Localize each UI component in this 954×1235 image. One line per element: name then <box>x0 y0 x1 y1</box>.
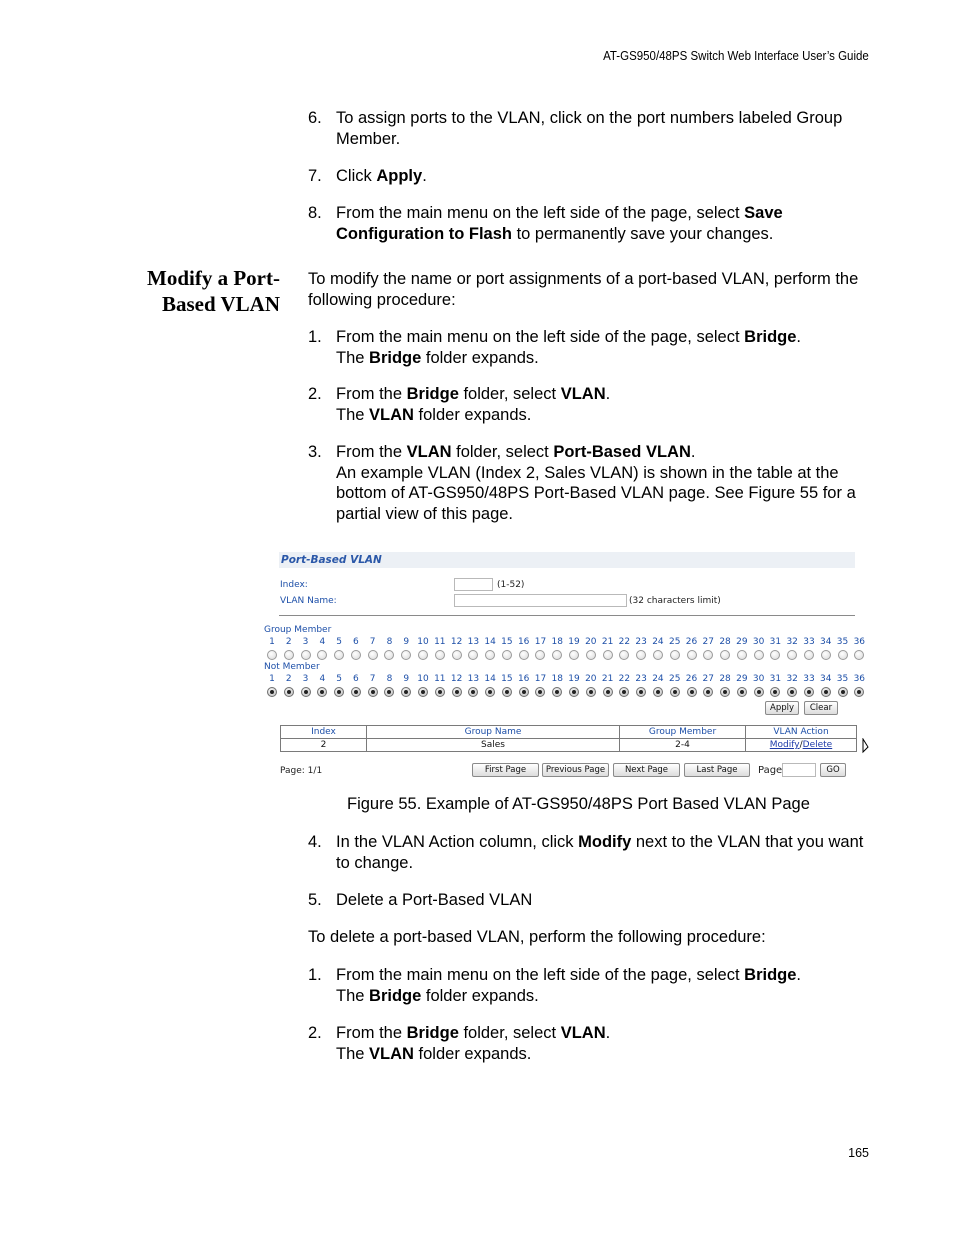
not-member-radios <box>267 687 872 701</box>
not-member-port-number: 6 <box>353 674 359 684</box>
group-member-radio[interactable] <box>468 650 478 660</box>
figure-port-based-vlan <box>262 550 874 782</box>
group-member-port-number: 14 <box>484 637 496 647</box>
cell-vlan-action <box>746 739 857 752</box>
not-member-radio[interactable] <box>284 687 294 697</box>
not-member-radio[interactable] <box>502 687 512 697</box>
group-member-radio[interactable] <box>317 650 327 660</box>
group-member-radio[interactable] <box>535 650 545 660</box>
not-member-port-number: 8 <box>386 674 393 684</box>
text-run: In the VLAN Action column, click <box>336 833 579 851</box>
not-member-port-number: 36 <box>853 674 866 684</box>
text-run: From the main menu on the left side of the page, select <box>336 204 745 222</box>
not-member-radio[interactable] <box>418 687 428 697</box>
group-member-radio[interactable] <box>804 650 814 660</box>
modify-step-2 <box>308 384 873 425</box>
group-member-port-number: 23 <box>635 637 647 647</box>
group-member-radio[interactable] <box>720 650 730 660</box>
not-member-port-number: 23 <box>635 674 647 684</box>
apply-button[interactable]: Apply <box>765 701 799 715</box>
bold-text: Bridge <box>406 1024 459 1042</box>
group-member-port-number: 10 <box>417 637 429 647</box>
not-member-port-number: 30 <box>752 674 765 684</box>
bold-text: VLAN <box>369 1044 414 1063</box>
step-text <box>336 384 873 425</box>
bold-text: Apply <box>376 167 423 185</box>
group-member-port-number: 11 <box>434 637 446 647</box>
not-member-port-number: 16 <box>517 674 530 684</box>
text-run: folder expands. <box>413 1044 532 1063</box>
text-run: folder expands. <box>421 986 539 1005</box>
header-vlan-action: VLAN Action <box>746 726 857 739</box>
bold-text: Bridge <box>406 385 459 403</box>
group-member-radio[interactable] <box>619 650 629 660</box>
group-member-radio[interactable] <box>351 650 361 660</box>
not-member-radio[interactable] <box>687 687 697 697</box>
cell-index: 2 <box>281 739 367 752</box>
not-member-port-number: 33 <box>803 674 815 684</box>
step-number: 4. <box>308 833 322 851</box>
last-page-button[interactable]: Last Page <box>684 763 750 777</box>
not-member-radio[interactable] <box>787 687 797 697</box>
first-page-button[interactable]: First Page <box>472 763 539 777</box>
group-member-radio[interactable] <box>838 650 848 660</box>
group-member-port-number: 5 <box>336 637 342 647</box>
not-member-port-number: 27 <box>702 674 714 684</box>
not-member-radio[interactable] <box>485 687 495 697</box>
text-run: Click <box>336 167 377 185</box>
bold-text: VLAN <box>406 443 452 461</box>
not-member-port-number: 24 <box>652 674 664 684</box>
not-member-port-number: 2 <box>285 674 292 684</box>
modify-step-5 <box>308 890 873 911</box>
not-member-port-number: 9 <box>403 674 410 684</box>
group-member-radio[interactable] <box>502 650 512 660</box>
text-run: . <box>605 385 611 403</box>
not-member-radio[interactable] <box>754 687 764 697</box>
text-run: . <box>796 966 802 984</box>
group-member-radio[interactable] <box>267 650 277 660</box>
step-text <box>336 327 873 368</box>
step-text <box>336 203 873 244</box>
not-member-port-number: 1 <box>269 674 275 684</box>
not-member-radio[interactable] <box>821 687 831 697</box>
not-member-radio[interactable] <box>586 687 596 697</box>
not-member-port-number: 26 <box>685 674 698 684</box>
group-member-radio[interactable] <box>284 650 294 660</box>
group-member-port-number: 9 <box>403 637 410 647</box>
group-member-port-number: 17 <box>534 637 547 647</box>
next-page-button[interactable]: Next Page <box>613 763 680 777</box>
not-member-port-number: 20 <box>585 674 597 684</box>
mouse-cursor-icon <box>862 738 870 754</box>
step-7 <box>308 166 873 187</box>
bold-text: VLAN <box>369 405 414 424</box>
step-number: 7. <box>308 167 322 185</box>
not-member-port-number: 18 <box>551 674 563 684</box>
vlan-table <box>280 725 857 752</box>
group-member-port-number: 1 <box>269 637 275 647</box>
step-text <box>336 965 873 1006</box>
section-intro: To modify the name or port assignments of a port-based VLAN, perform the following procedure: <box>308 270 859 309</box>
bold-text: Bridge <box>369 348 422 367</box>
not-member-radio[interactable] <box>535 687 545 697</box>
section-heading <box>80 265 280 317</box>
page-label: Page <box>758 765 783 776</box>
group-member-port-number: 30 <box>752 637 765 647</box>
not-member-port-number: 3 <box>302 674 309 684</box>
bold-text: VLAN <box>560 385 606 403</box>
not-member-port-number: 32 <box>786 674 798 684</box>
not-member-port-number: 22 <box>618 674 631 684</box>
go-button[interactable]: GO <box>820 763 846 777</box>
group-member-radio[interactable] <box>687 650 697 660</box>
not-member-port-number: 12 <box>450 674 463 684</box>
not-member-label: Not Member <box>264 662 320 672</box>
not-member-radio[interactable] <box>435 687 445 697</box>
figure-caption: Figure 55. Example of AT-GS950/48PS Port Based VLAN Page <box>347 795 810 813</box>
text-run: The <box>336 405 370 424</box>
heading-line: Based VLAN <box>161 292 280 316</box>
not-member-radio[interactable] <box>317 687 327 697</box>
group-member-port-number: 32 <box>786 637 798 647</box>
text-run: The <box>336 348 370 367</box>
text-run: From the main menu on the left side of the page, select <box>336 966 745 984</box>
text-run: next to the VLAN that you want to change. <box>336 833 864 872</box>
group-member-radio[interactable] <box>569 650 579 660</box>
index-range-note: (1-52) <box>497 580 525 590</box>
step-number: 5. <box>308 891 322 909</box>
text-run: folder, select <box>451 443 554 461</box>
not-member-radio[interactable] <box>804 687 814 697</box>
group-member-radio[interactable] <box>452 650 462 660</box>
modify-step-1 <box>308 327 873 368</box>
group-member-radio[interactable] <box>670 650 680 660</box>
group-member-port-number: 22 <box>618 637 631 647</box>
text-run: From the <box>336 385 407 403</box>
page-number-input[interactable] <box>782 763 816 777</box>
group-member-radio[interactable] <box>334 650 344 660</box>
delete-step-1 <box>308 965 873 1006</box>
step-6 <box>308 108 873 149</box>
header-index: Index <box>281 726 367 739</box>
not-member-port-number: 14 <box>484 674 496 684</box>
not-member-radio[interactable] <box>619 687 629 697</box>
step-text: Delete a Port-Based VLAN <box>336 891 533 909</box>
group-member-radio[interactable] <box>418 650 428 660</box>
group-member-radio[interactable] <box>754 650 764 660</box>
not-member-radio[interactable] <box>653 687 663 697</box>
not-member-port-number: 35 <box>836 674 849 684</box>
bold-text: Port-Based VLAN <box>553 443 691 461</box>
not-member-radio[interactable] <box>368 687 378 697</box>
group-member-radio[interactable] <box>603 650 613 660</box>
group-member-radio[interactable] <box>636 650 646 660</box>
group-member-port-number: 16 <box>517 637 530 647</box>
group-member-radio[interactable] <box>401 650 411 660</box>
text-run: folder, select <box>458 1024 561 1042</box>
group-member-radio[interactable] <box>653 650 663 660</box>
not-member-port-number: 13 <box>467 674 480 684</box>
bold-text: Bridge <box>744 328 797 346</box>
index-input[interactable] <box>454 578 493 591</box>
group-member-port-number: 15 <box>501 637 513 647</box>
group-member-radio[interactable] <box>854 650 864 660</box>
text-run: From the main menu on the left side of the page, select <box>336 328 745 346</box>
not-member-radio[interactable] <box>519 687 529 697</box>
not-member-port-number: 15 <box>501 674 513 684</box>
bold-text: Bridge <box>744 966 797 984</box>
group-member-radio[interactable] <box>519 650 529 660</box>
step-text <box>336 166 873 187</box>
group-member-radio[interactable] <box>435 650 445 660</box>
group-member-port-number: 21 <box>601 637 614 647</box>
not-member-radio[interactable] <box>838 687 848 697</box>
text-run: . <box>605 1024 611 1042</box>
page-number: 165 <box>848 1146 869 1160</box>
text-run: folder expands. <box>421 348 539 367</box>
not-member-radio[interactable] <box>854 687 864 697</box>
group-member-port-number: 12 <box>450 637 463 647</box>
group-member-port-number: 33 <box>803 637 815 647</box>
text-run: folder, select <box>458 385 561 403</box>
bold-text: VLAN <box>560 1024 606 1042</box>
group-member-radio[interactable] <box>485 650 495 660</box>
not-member-port-number: 25 <box>668 674 681 684</box>
delete-intro: To delete a port-based VLAN, perform the following procedure: <box>308 928 766 946</box>
vlan-name-label: VLAN Name: <box>280 596 337 606</box>
table-header-row <box>281 726 857 739</box>
group-member-port-number: 29 <box>736 637 748 647</box>
group-member-radio[interactable] <box>787 650 797 660</box>
group-member-port-number: 7 <box>369 637 376 647</box>
not-member-radio[interactable] <box>770 687 780 697</box>
not-member-radio[interactable] <box>636 687 646 697</box>
group-member-port-number: 4 <box>319 637 326 647</box>
step-number: 8. <box>308 204 322 222</box>
text-run: An example VLAN (Index 2, Sales VLAN) is shown in the table at the bottom of AT-GS950/48PS Port-Based VLAN page. See Figure 55 for a partial view of this page. <box>336 463 856 523</box>
previous-page-button[interactable]: Previous Page <box>542 763 609 777</box>
not-member-port-number: 28 <box>719 674 731 684</box>
text-run: to permanently save your changes. <box>511 224 774 243</box>
group-member-port-number: 34 <box>820 637 832 647</box>
group-member-radio[interactable] <box>770 650 780 660</box>
header-group-name: Group Name <box>367 726 620 739</box>
group-member-port-number: 24 <box>652 637 664 647</box>
text-run: The <box>336 1044 370 1063</box>
not-member-radio[interactable] <box>670 687 680 697</box>
running-header: AT-GS950/48PS Switch Web Interface User’s Guide <box>603 49 869 63</box>
group-member-port-number: 28 <box>719 637 731 647</box>
delete-step-2 <box>308 1023 873 1064</box>
not-member-port-numbers <box>267 674 872 686</box>
text-run: . <box>796 328 802 346</box>
group-member-port-number: 20 <box>585 637 597 647</box>
panel-title: Port-Based VLAN <box>281 554 382 566</box>
group-member-radio[interactable] <box>384 650 394 660</box>
divider <box>279 615 855 616</box>
not-member-port-number: 17 <box>534 674 547 684</box>
index-label: Index: <box>280 580 308 590</box>
group-member-radio[interactable] <box>368 650 378 660</box>
not-member-radio[interactable] <box>720 687 730 697</box>
group-member-radio[interactable] <box>301 650 311 660</box>
group-member-port-number: 25 <box>668 637 681 647</box>
group-member-port-number: 31 <box>769 637 782 647</box>
panel-title-bar <box>279 552 855 568</box>
text-run: folder expands. <box>413 405 532 424</box>
page-info: Page: 1/1 <box>280 766 323 776</box>
step-number: 3. <box>308 443 322 461</box>
group-member-port-number: 3 <box>302 637 309 647</box>
group-member-radios <box>267 650 872 664</box>
bold-text: Modify <box>578 833 632 851</box>
group-member-radio[interactable] <box>586 650 596 660</box>
not-member-port-number: 11 <box>434 674 446 684</box>
text-run: The <box>336 986 370 1005</box>
modify-step-3 <box>308 442 873 524</box>
not-member-radio[interactable] <box>737 687 747 697</box>
not-member-radio[interactable] <box>452 687 462 697</box>
step-number: 6. <box>308 109 322 127</box>
not-member-port-number: 10 <box>417 674 429 684</box>
step-8 <box>308 203 873 244</box>
text-run: From the <box>336 1024 407 1042</box>
not-member-radio[interactable] <box>569 687 579 697</box>
step-number: 2. <box>308 1024 322 1042</box>
action-separator: / <box>799 740 803 750</box>
group-member-port-number: 36 <box>853 637 866 647</box>
not-member-radio[interactable] <box>384 687 394 697</box>
heading-line: Modify a Port- <box>147 266 280 290</box>
not-member-port-number: 31 <box>769 674 782 684</box>
not-member-port-number: 21 <box>601 674 614 684</box>
group-member-radio[interactable] <box>737 650 747 660</box>
step-text <box>336 1023 873 1064</box>
step-number: 1. <box>308 966 322 984</box>
not-member-radio[interactable] <box>267 687 277 697</box>
not-member-radio[interactable] <box>468 687 478 697</box>
text-run: From the <box>336 443 407 461</box>
not-member-radio[interactable] <box>603 687 613 697</box>
clear-button[interactable]: Clear <box>804 701 838 715</box>
not-member-radio[interactable] <box>703 687 713 697</box>
group-member-port-number: 13 <box>467 637 480 647</box>
group-member-port-number: 8 <box>386 637 393 647</box>
step-text <box>336 442 873 524</box>
table-row <box>281 739 857 752</box>
text-run: . <box>690 443 696 461</box>
group-member-port-number: 27 <box>702 637 714 647</box>
not-member-radio[interactable] <box>334 687 344 697</box>
not-member-port-number: 7 <box>369 674 376 684</box>
group-member-port-number: 19 <box>568 637 580 647</box>
vlan-name-limit-note: (32 characters limit) <box>629 596 721 606</box>
group-member-port-number: 26 <box>685 637 698 647</box>
step-number: 1. <box>308 328 322 346</box>
bold-text: Bridge <box>369 986 422 1005</box>
not-member-port-number: 29 <box>736 674 748 684</box>
group-member-port-number: 6 <box>353 637 359 647</box>
cell-group-member: 2-4 <box>620 739 746 752</box>
text-run: . <box>422 167 427 185</box>
not-member-radio[interactable] <box>552 687 562 697</box>
group-member-port-number: 35 <box>836 637 849 647</box>
group-member-radio[interactable] <box>703 650 713 660</box>
cell-group-name: Sales <box>367 739 620 752</box>
not-member-port-number: 4 <box>319 674 326 684</box>
modify-step-4 <box>308 832 873 873</box>
group-member-radio[interactable] <box>821 650 831 660</box>
group-member-port-number: 2 <box>285 637 292 647</box>
not-member-radio[interactable] <box>351 687 361 697</box>
step-text <box>336 832 873 873</box>
vlan-name-input[interactable] <box>454 594 627 607</box>
header-group-member: Group Member <box>620 726 746 739</box>
group-member-port-numbers <box>267 637 872 649</box>
not-member-port-number: 5 <box>336 674 342 684</box>
not-member-radio[interactable] <box>301 687 311 697</box>
modify-link[interactable]: Modify <box>769 740 800 750</box>
not-member-radio[interactable] <box>401 687 411 697</box>
bold-text: Save Configuration to Flash <box>336 204 783 243</box>
delete-link[interactable]: Delete <box>802 740 833 750</box>
group-member-port-number: 18 <box>551 637 563 647</box>
group-member-radio[interactable] <box>552 650 562 660</box>
not-member-port-number: 34 <box>820 674 832 684</box>
group-member-label: Group Member <box>264 625 332 635</box>
step-number: 2. <box>308 385 322 403</box>
not-member-port-number: 19 <box>568 674 580 684</box>
step-text: To assign ports to the VLAN, click on the port numbers labeled Group Member. <box>336 109 843 148</box>
